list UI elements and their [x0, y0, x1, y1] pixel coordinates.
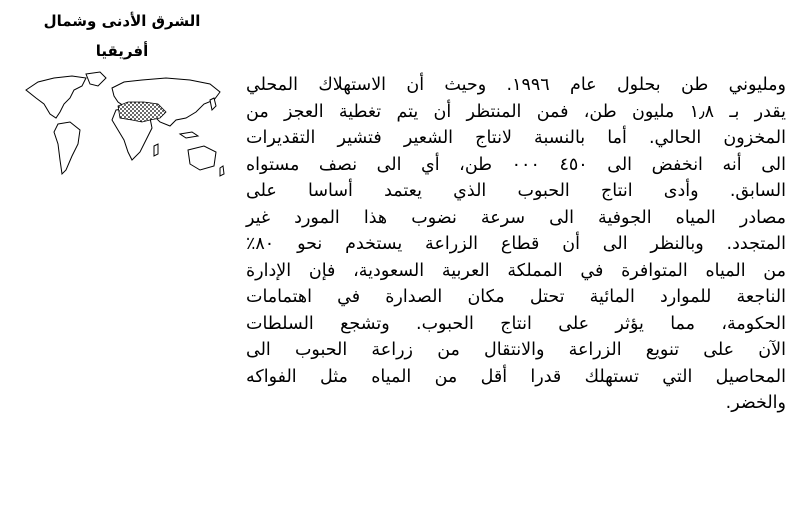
indonesia-shape: [180, 132, 198, 138]
madagascar-shape: [154, 144, 158, 156]
map-caption: [14, 6, 230, 66]
article-line: مصادر المياه الجوفية الى سرعة نضوب هذا المورد غير: [246, 207, 786, 228]
article-line: المحاصيل التي تستهلك قدرا أقل من المياه مثل الفواكه: [246, 366, 786, 387]
article-line: المتجدد. وبالنظر الى أن قطاع الزراعة يستخدم نحو ٨٠٪: [246, 234, 786, 254]
south-america-shape: [54, 122, 80, 174]
article-line: الناجعة للموارد المائية تحتل مكان الصدارة في اهتمامات: [246, 287, 786, 307]
article-line: الى أنه انخفض الى ٤٥٠ ٠٠٠ طن، أي الى نصف مستواه: [246, 154, 786, 175]
article-line: السابق. وأدى انتاج الحبوب الذي يعتمد أساسا على: [246, 181, 786, 201]
article-line: من المياه المتوافرة في المملكة العربية السعودية، فإن الإدارة: [246, 260, 786, 281]
world-map-illustration: [20, 68, 226, 198]
japan-shape: [210, 98, 216, 110]
article-line: والخضر.: [725, 393, 786, 413]
article-line: ومليوني طن بحلول عام ١٩٩٦. وحيث أن الاستهلاك المحلي: [246, 75, 786, 95]
australia-shape: [188, 146, 216, 170]
article-line: الحكومة، مما يؤثر على انتاج الحبوب. وتشجع السلطات: [246, 313, 786, 334]
greenland-shape: [86, 72, 106, 86]
north-america-shape: [26, 76, 86, 118]
map-caption-line: الشرق الأدنى وشمال: [43, 12, 201, 30]
article-line: المخزون الحالي. أما بالنسبة لانتاج الشعير فتشير التقديرات: [246, 128, 786, 148]
new-zealand-shape: [220, 166, 224, 176]
article-body: [246, 72, 786, 417]
map-caption-line: أفريقيا: [95, 42, 149, 60]
article-line: يقدر بـ ١٫٨ مليون طن، فمن المنتظر أن يتم تغطية العجز من: [246, 101, 786, 122]
article-line: الآن على تنويع الزراعة والانتقال من زراعة الحبوب الى: [246, 340, 786, 360]
